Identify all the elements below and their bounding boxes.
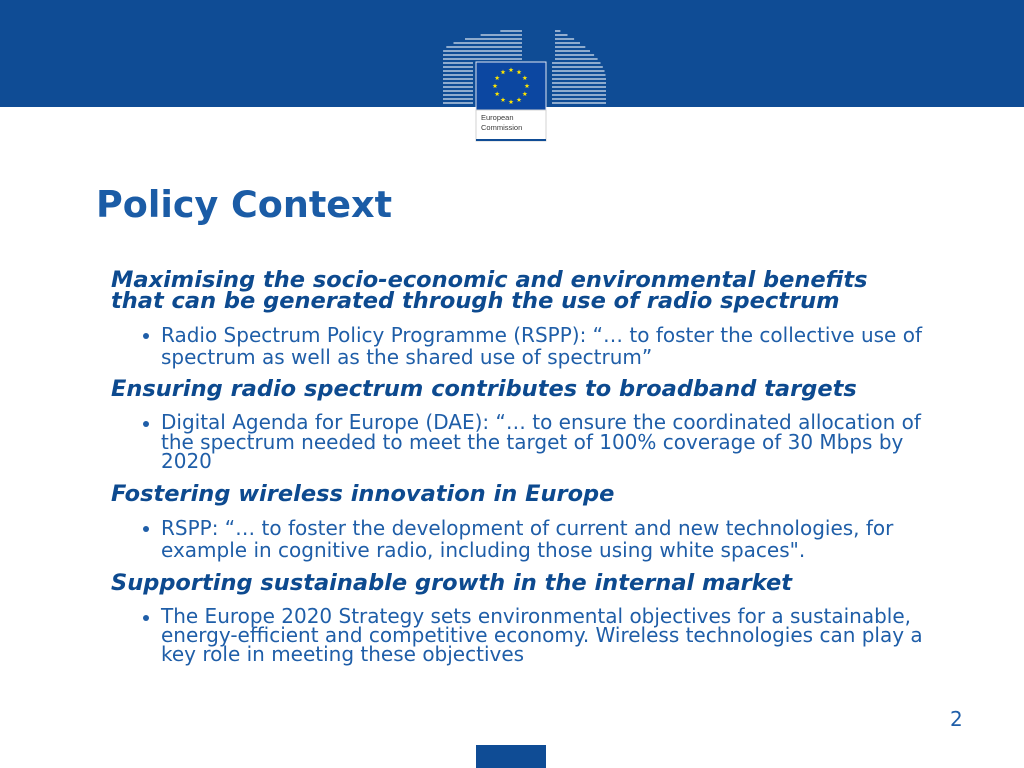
bullet-text: RSPP: “… to foster the development of current and new technologies, for example in cognitive radio, including those using white spaces". <box>161 517 949 561</box>
section-heading: Maximising the socio-economic and environmental benefits that can be generated through the use of radio spectrum <box>111 267 868 314</box>
bullet-text: Digital Agenda for Europe (DAE): “… to ensure the coordinated allocation of the spectrum needed to meet the target of 100% coverage of 30 Mbps by 2020 <box>161 413 949 472</box>
bullet-text: Radio Spectrum Policy Programme (RSPP): “… to foster the collective use of spectrum as well as the shared use of spectrum” <box>161 324 949 368</box>
bullet-text: The Europe 2020 Strategy sets environmental objectives for a sustainable, energy-efficient and competitive economy. Wireless technologies can play a key role in meeting these objectives <box>161 607 949 664</box>
logo-label-underline <box>476 139 546 141</box>
page-number: 2 <box>950 707 963 731</box>
section-heading: Supporting sustainable growth in the internal market <box>111 570 792 596</box>
slide-title: Policy Context <box>96 183 393 226</box>
logo-text-line2: Commission <box>481 123 523 132</box>
footer-strip <box>476 745 546 768</box>
section-heading: Fostering wireless innovation in Europe <box>111 481 615 507</box>
european-commission-logo <box>0 0 1024 150</box>
logo-text-line1: European <box>481 113 514 122</box>
section-heading: Ensuring radio spectrum contributes to broadband targets <box>111 376 857 402</box>
